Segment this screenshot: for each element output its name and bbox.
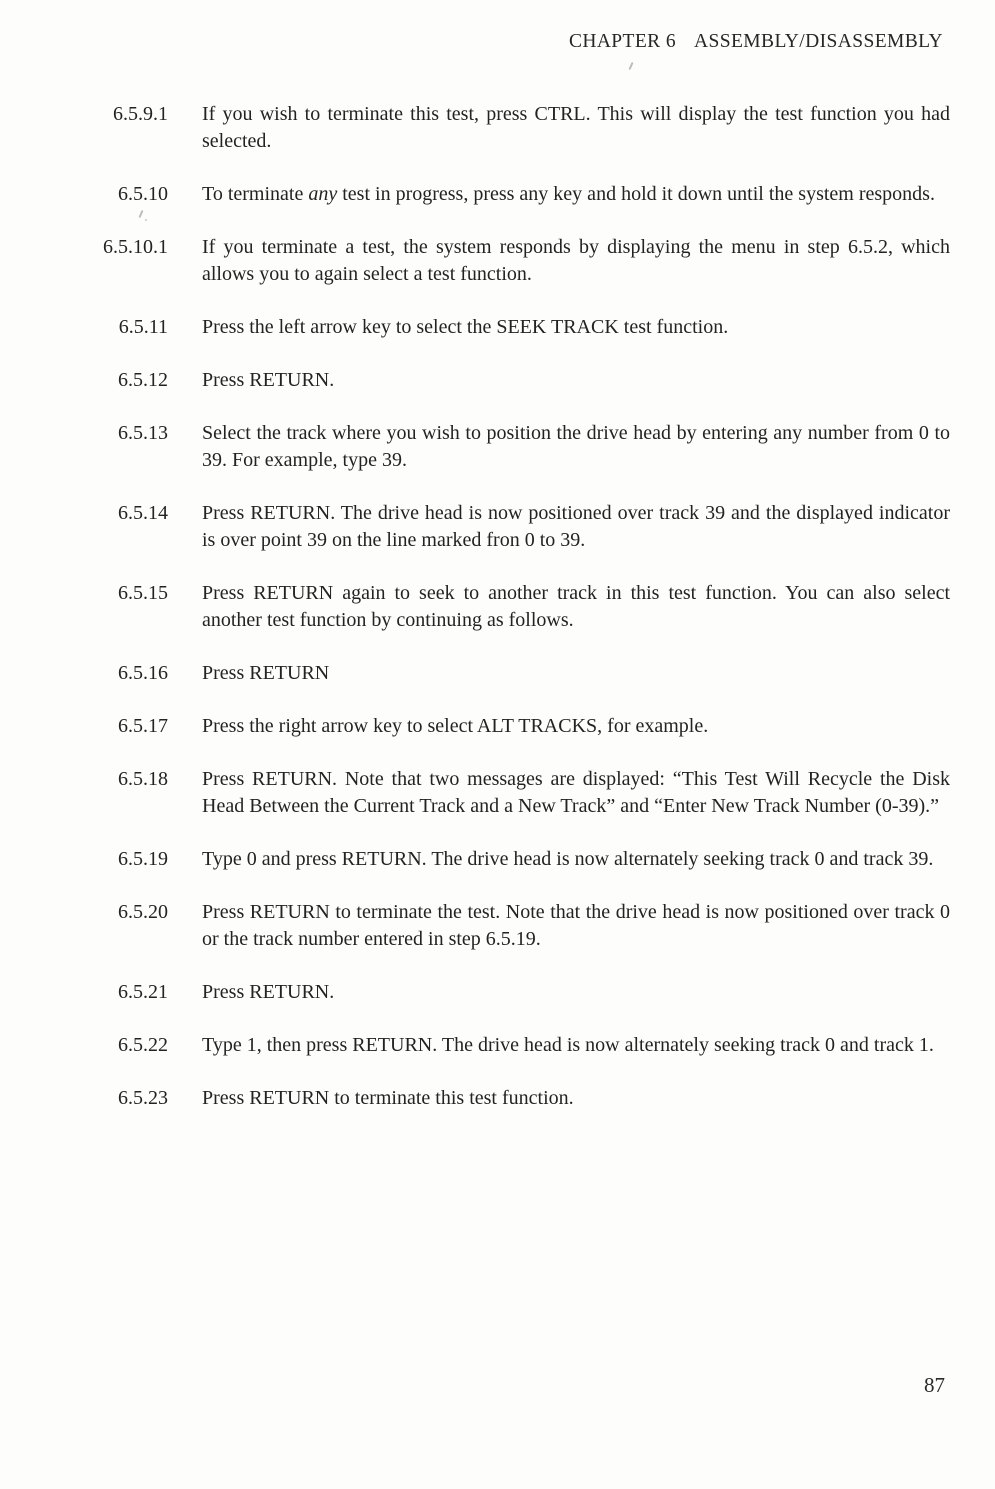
step-number: 6.5.13 [118,422,168,444]
step-number: 6.5.9.1 [113,103,168,125]
step-text-segment: Press the right arrow key to select ALT TRACKS, for example. [202,715,709,737]
step-text-segment: Press RETURN to terminate this test function. [202,1087,574,1109]
step-text [202,314,950,341]
step-item [0,101,950,155]
step-number: 6.5.10 [118,183,168,205]
page-header [569,31,943,53]
step-text [202,713,950,740]
step-text-segment: Type 1, then press RETURN. The drive head is now alternately seeking track 0 and track 1. [202,1034,934,1056]
step-number: 6.5.15 [118,582,168,604]
step-text [202,500,950,554]
step-text [202,1032,950,1059]
step-text-segment: test in progress, press any key and hold it down until the system responds. [337,183,935,205]
step-text [202,101,950,155]
step-text-segment: Select the track where you wish to position the drive head by entering any number from 0 to 39. For example, type 39. [202,422,950,471]
step-item [0,846,950,873]
step-item [0,420,950,474]
step-number: 6.5.23 [118,1087,168,1109]
step-item [0,181,950,208]
step-item [0,580,950,634]
step-text-segment: Press RETURN. The drive head is now positioned over track 39 and the displayed indicator is over point 39 on the line marked fron 0 to 39. [202,502,950,551]
step-text [202,1085,950,1112]
scan-artifact [630,62,632,70]
step-item [0,234,950,288]
step-item [0,1032,950,1059]
step-text [202,979,950,1006]
step-item [0,713,950,740]
step-item [0,1085,950,1112]
step-text-segment: Press RETURN. [202,369,335,391]
step-number: 6.5.11 [118,316,168,338]
step-number: 6.5.18 [118,768,168,790]
step-text [202,367,950,394]
chapter-label: CHAPTER 6 [568,31,677,52]
steps-list [0,101,950,1138]
step-text [202,420,950,474]
step-text [202,660,950,687]
step-text-segment: Press RETURN. Note that two messages are displayed: “This Test Will Recycle the Disk Head Between the Current Track and a New Track” and “Enter New Track Number (0-39).” [202,768,950,817]
step-text [202,580,950,634]
step-text-segment: Type 0 and press RETURN. The drive head is now alternately seeking track 0 and track 39. [202,848,934,870]
step-number: 6.5.16 [118,662,168,684]
step-item [0,899,950,953]
step-number: 6.5.19 [118,848,168,870]
step-number: 6.5.22 [118,1034,168,1056]
step-item [0,314,950,341]
step-number: 6.5.12 [118,369,168,391]
step-item [0,500,950,554]
step-text-italic: any [308,183,338,205]
step-text [202,846,950,873]
step-item [0,766,950,820]
step-text-segment: To terminate [202,183,309,205]
step-item [0,367,950,394]
step-number: 6.5.17 [118,715,168,737]
step-number: 6.5.20 [118,901,168,923]
step-text [202,234,950,288]
step-number: 6.5.14 [118,502,168,524]
step-item [0,660,950,687]
step-item [0,979,950,1006]
step-text [202,766,950,820]
step-text-segment: Press RETURN [202,662,330,684]
step-number: 6.5.21 [118,981,168,1003]
step-text-segment: Press RETURN to terminate the test. Note that the drive head is now positioned over track 0 or the track number entered in step 6.5.19. [202,901,950,950]
step-text-segment: If you terminate a test, the system responds by displaying the menu in step 6.5.2, which allows you to again select a test function. [202,236,950,285]
step-number: 6.5.10.1 [103,236,168,258]
step-text [202,181,950,208]
chapter-title: ASSEMBLY/DISASSEMBLY [694,31,943,52]
page-number: 87 [924,1373,945,1397]
step-text-segment: Press RETURN again to seek to another track in this test function. You can also select another test function by continuing as follows. [202,582,950,631]
step-text-segment: Press RETURN. [202,981,335,1003]
step-text-segment: Press the left arrow key to select the SEEK TRACK test function. [202,316,729,338]
step-text-segment: If you wish to terminate this test, press CTRL. This will display the test function you had selected. [202,103,950,152]
step-text [202,899,950,953]
